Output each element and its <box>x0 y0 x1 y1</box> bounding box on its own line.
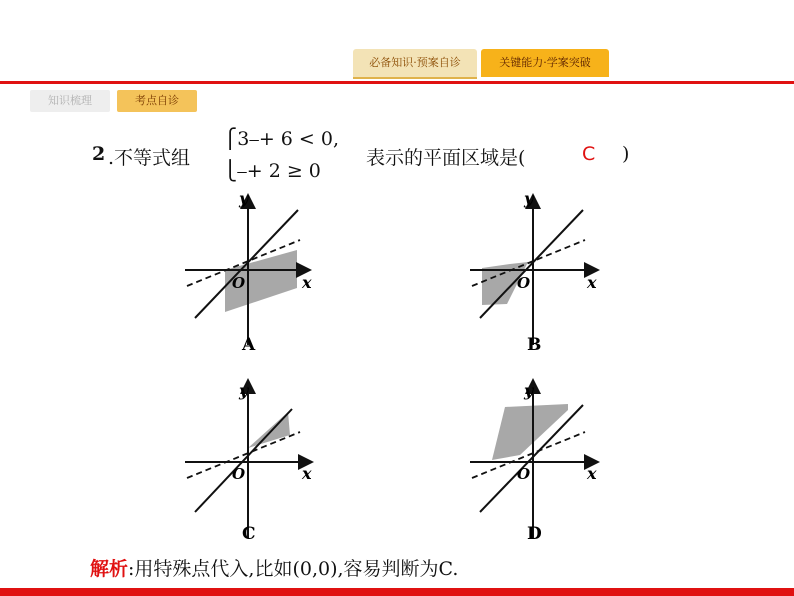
sub-tab-self-check[interactable]: 考点自诊 <box>117 90 197 112</box>
origin-label: O <box>232 465 246 483</box>
question-tail: 表示的平面区域是( <box>366 147 526 169</box>
tab-preview-knowledge[interactable]: 必备知识·预案自诊 <box>353 49 477 79</box>
x-axis-label: x <box>587 464 597 483</box>
y-axis-label: y <box>239 381 249 400</box>
x-axis-label: x <box>302 273 312 292</box>
graph-option-c <box>185 380 312 544</box>
solution-label: 解析 <box>90 558 129 580</box>
option-label-a: A <box>242 335 256 355</box>
y-axis-label: y <box>239 189 249 208</box>
inequality-line-2: ⎩⎯+ 2 ≥ 0 <box>223 160 321 182</box>
x-axis-label: x <box>587 273 597 292</box>
sub-tab-knowledge-review[interactable]: 知识梳理 <box>30 90 110 112</box>
origin-label: O <box>517 465 531 483</box>
question-lead: .不等式组 <box>108 147 191 169</box>
origin-label: O <box>517 274 531 292</box>
solution <box>90 554 458 581</box>
graph-option-b <box>470 189 598 355</box>
y-axis-label: y <box>524 381 534 400</box>
solution-text: :用特殊点代入,比如(0,0),容易判断为C. <box>128 558 459 580</box>
option-label-c: C <box>242 524 256 544</box>
graph-option-a <box>185 189 312 355</box>
y-axis-label: y <box>524 189 534 208</box>
option-label-b: B <box>527 335 542 355</box>
origin-label: O <box>232 274 246 292</box>
inequality-line-1: ⎧3⎯+ 6 < 0, <box>223 128 340 150</box>
option-label-d: D <box>527 524 542 544</box>
x-axis-label: x <box>302 464 312 483</box>
answer-text: C <box>582 143 596 165</box>
tab-key-abilities[interactable]: 关键能力·学案突破 <box>481 49 609 77</box>
question-number: 2 <box>92 143 106 165</box>
question-close-paren: ) <box>622 143 630 165</box>
footer-bar <box>0 588 794 596</box>
graph-option-d <box>470 380 598 544</box>
